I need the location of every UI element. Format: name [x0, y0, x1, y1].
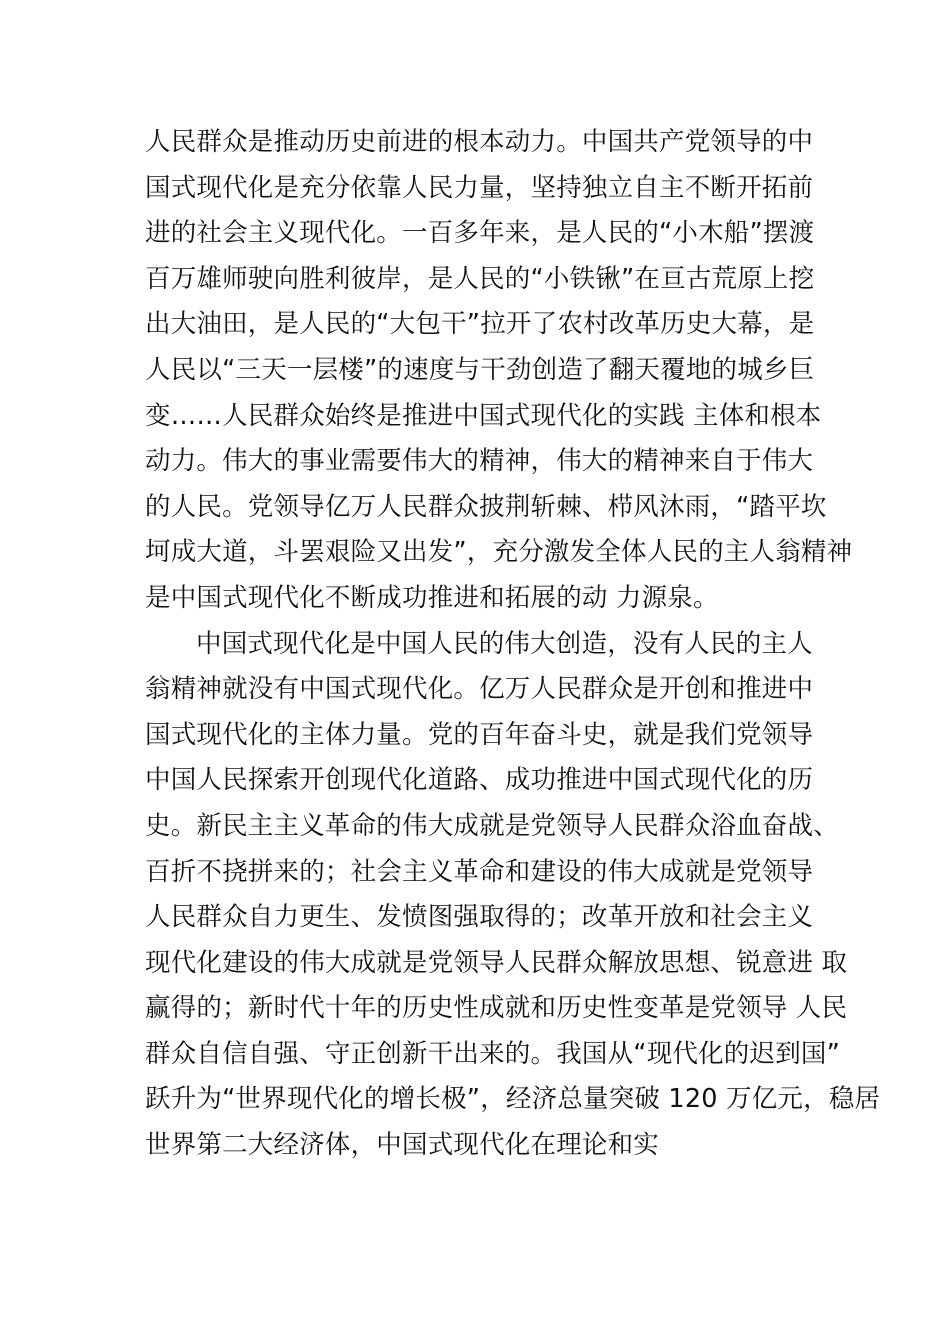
text-line: 的人民。党领导亿万人民群众披荆斩棘、栉风沐雨，“踏平坎 [145, 491, 827, 522]
text-line: 人民以“三天一层楼”的速度与干劲创造了翻天覆地的城乡巨 [145, 354, 815, 385]
document-body [145, 120, 881, 1169]
text-line: 史。新民主主义革命的伟大成就是党领导人民群众浴血奋战、 [145, 810, 839, 841]
text-line: 百万雄师驶向胜利彼岸，是人民的“小铁锹”在亘古荒原上挖 [145, 263, 815, 294]
text-line: 群众自信自强、守正创新干出来的。我国从“现代化的迟到国” [145, 1038, 841, 1069]
text-line: 进的社会主义现代化。一百多年来，是人民的“小木船”摆渡 [145, 218, 815, 249]
paragraph-2 [145, 622, 881, 1169]
text-line: 国式现代化是充分依靠人民力量，坚持独立自主不断开拓前 [145, 172, 814, 203]
paragraph-1 [145, 120, 853, 622]
text-line: 坷成大道，斗罢艰险又出发”，充分激发全体人民的主人翁精神 [145, 537, 853, 568]
text-line: 跃升为“世界现代化的增长极”，经济总量突破 120 万亿元，稳居 [145, 1084, 881, 1115]
text-line: 人民群众是推动历史前进的根本动力。中国共产党领导的中 [145, 127, 814, 157]
text-line: 国式现代化的主体力量。党的百年奋斗史，就是我们党领导 [145, 719, 814, 750]
text-line: 世界第二大经济体，中国式现代化在理论和实 [145, 1130, 660, 1161]
text-line: 翁精神就没有中国式现代化。亿万人民群众是开创和推进中 [145, 674, 814, 705]
text-line: 中国人民探索开创现代化道路、成功推进中国式现代化的历 [145, 765, 814, 796]
text-line: 百折不挠拼来的；社会主义革命和建设的伟大成就是党领导 [145, 856, 814, 887]
text-line: 出大油田，是人民的“大包干”拉开了农村改革历史大幕，是 [145, 309, 815, 340]
text-line-first: 中国式现代化是中国人民的伟大创造，没有人民的主人 [196, 628, 813, 659]
text-line: 人民群众自力更生、发愤图强取得的；改革开放和社会主义 [145, 902, 814, 933]
text-line: 赢得的；新时代十年的历史性成就和历史性变革是党领导 人民 [145, 993, 848, 1024]
text-line: 变……人民群众始终是推进中国式现代化的实践 主体和根本 [145, 400, 822, 431]
text-line: 动力。伟大的事业需要伟大的精神，伟大的精神来自于伟大 [145, 446, 814, 477]
text-line: 是中国式现代化不断成功推进和拓展的动 力源泉。 [145, 582, 719, 613]
text-line: 现代化建设的伟大成就是党领导人民群众解放思想、锐意进 取 [145, 947, 848, 978]
